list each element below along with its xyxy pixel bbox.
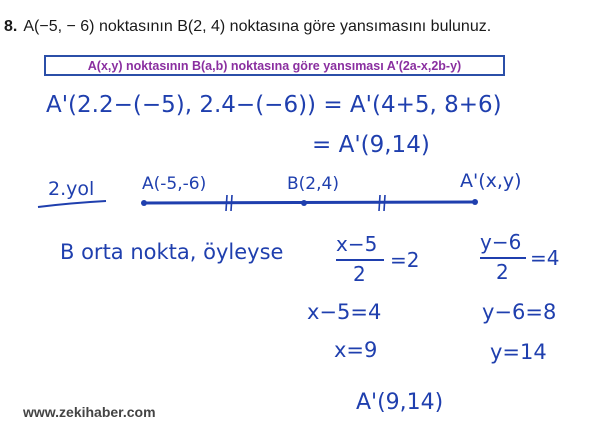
- number-line: [144, 202, 475, 203]
- question-text: A(−5, − 6) noktasının B(2, 4) noktasına göre yansımasını bulunuz.: [23, 18, 492, 35]
- point-b-dot: [301, 200, 307, 206]
- website-link[interactable]: www.zekihaber.com: [23, 404, 156, 420]
- question-number: 8.: [4, 18, 18, 35]
- x-eq-denominator: 2: [353, 262, 366, 286]
- midpoint-text: B orta nokta, öyleyse: [60, 240, 284, 264]
- point-b-label: B(2,4): [287, 174, 339, 194]
- final-answer: A'(9,14): [356, 390, 444, 415]
- rule-text: A(x,y) noktasının B(a,b) noktasına göre yansıması A'(2a-x,2b-y): [87, 58, 462, 73]
- y-eq-numerator: y−6: [480, 230, 522, 254]
- point-a-label: A(-5,-6): [142, 174, 207, 194]
- x-eq-rhs: =2: [390, 248, 420, 272]
- solution1-line2: = A'(9,14): [312, 132, 430, 158]
- x-eq-numerator: x−5: [336, 232, 378, 256]
- label-underline: [38, 201, 106, 207]
- solution2-label: 2.yol: [48, 178, 95, 200]
- y-result: y=14: [490, 340, 547, 364]
- point-a-prime-dot: [472, 199, 478, 205]
- point-a-dot: [141, 200, 147, 206]
- point-a-prime-label: A'(x,y): [460, 170, 522, 192]
- x-result: x=9: [334, 338, 378, 362]
- y-eq-denominator: 2: [496, 260, 509, 284]
- y-eq-rhs: =4: [530, 246, 560, 270]
- solution1-line1: A'(2.2−(−5), 2.4−(−6)) = A'(4+5, 8+6): [46, 92, 502, 118]
- y-step1: y−6=8: [482, 300, 557, 324]
- x-step1: x−5=4: [307, 300, 382, 324]
